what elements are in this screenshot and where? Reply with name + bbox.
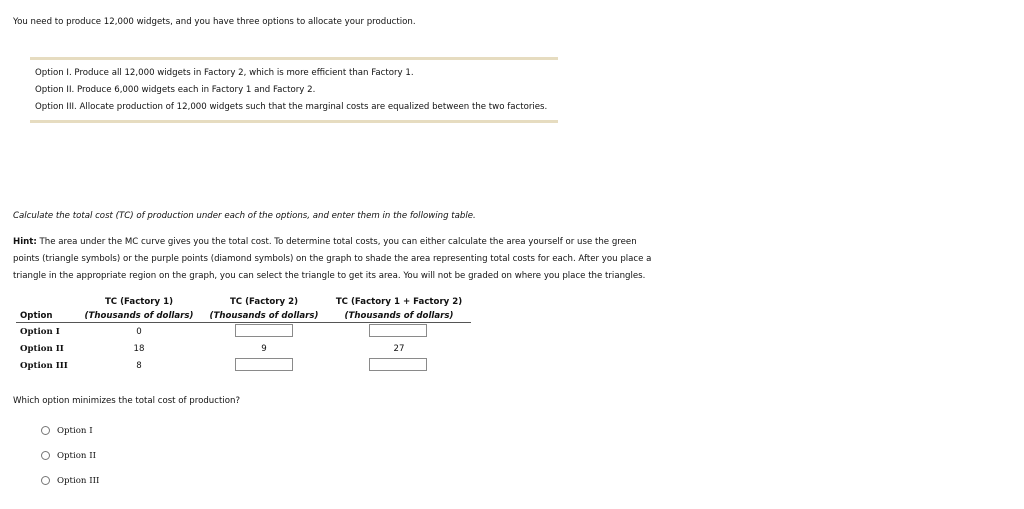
- header-tc-factory-1: TC (Factory 1): [104, 297, 174, 307]
- radio-option-3-label[interactable]: Option III: [57, 476, 100, 486]
- row-option-3-tc-factory-1: 8: [136, 361, 142, 371]
- unit-total: (Thousands of dollars): [344, 311, 454, 321]
- row-option-3-label: Option III: [20, 361, 68, 371]
- hint-label: Hint:: [13, 237, 37, 247]
- hint-line-1: [13, 237, 637, 247]
- row-option-2-tc-factory-2: 9: [261, 344, 267, 354]
- intro-text: You need to produce 12,000 widgets, and you have three options to allocate your production.: [13, 17, 416, 27]
- row-option-2-tc-factory-1: 18: [133, 344, 145, 354]
- unit-factory-1: (Thousands of dollars): [84, 311, 194, 321]
- instruction-text: Calculate the total cost (TC) of production under each of the options, and enter them in the following table.: [13, 211, 476, 221]
- unit-factory-2: (Thousands of dollars): [209, 311, 319, 321]
- option-1-tc-factory-2-input[interactable]: [235, 324, 293, 337]
- question-text: Which option minimizes the total cost of production?: [13, 396, 240, 406]
- option-1-description: Option I. Produce all 12,000 widgets in Factory 2, which is more efficient than Factory 1.: [35, 68, 414, 78]
- table-header-divider: [16, 322, 471, 323]
- option-3-tc-factory-2-input[interactable]: [235, 358, 293, 371]
- options-top-rule: [30, 57, 558, 60]
- option-3-tc-total-input[interactable]: [369, 358, 427, 371]
- hint-line-3: triangle in the appropriate region on the graph, you can select the triangle to get its area. You will not be graded on where you place the triangles.: [13, 271, 646, 281]
- radio-option-1-label[interactable]: Option I: [57, 426, 93, 436]
- radio-option-3[interactable]: [41, 476, 50, 485]
- options-bottom-rule: [30, 120, 558, 123]
- row-option-1-tc-factory-1: 0: [136, 327, 142, 337]
- option-3-description: Option III. Allocate production of 12,000 widgets such that the marginal costs are equalized between the two factories.: [35, 102, 548, 112]
- radio-option-2-label[interactable]: Option II: [57, 451, 96, 461]
- radio-option-2[interactable]: [41, 451, 50, 460]
- row-option-1-label: Option I: [20, 327, 60, 337]
- header-option: Option: [20, 311, 53, 321]
- hint-line-2: points (triangle symbols) or the purple points (diamond symbols) on the graph to shade the area representing total costs for each. After you place a: [13, 254, 652, 264]
- option-2-description: Option II. Produce 6,000 widgets each in Factory 1 and Factory 2.: [35, 85, 316, 95]
- row-option-2-label: Option II: [20, 344, 64, 354]
- radio-option-1[interactable]: [41, 426, 50, 435]
- header-tc-total: TC (Factory 1 + Factory 2): [335, 297, 463, 307]
- row-option-2-tc-total: 27: [393, 344, 405, 354]
- header-tc-factory-2: TC (Factory 2): [229, 297, 299, 307]
- option-1-tc-total-input[interactable]: [369, 324, 427, 337]
- hint-text-1: The area under the MC curve gives you the total cost. To determine total costs, you can either calculate the area yourself or use the green: [39, 237, 637, 247]
